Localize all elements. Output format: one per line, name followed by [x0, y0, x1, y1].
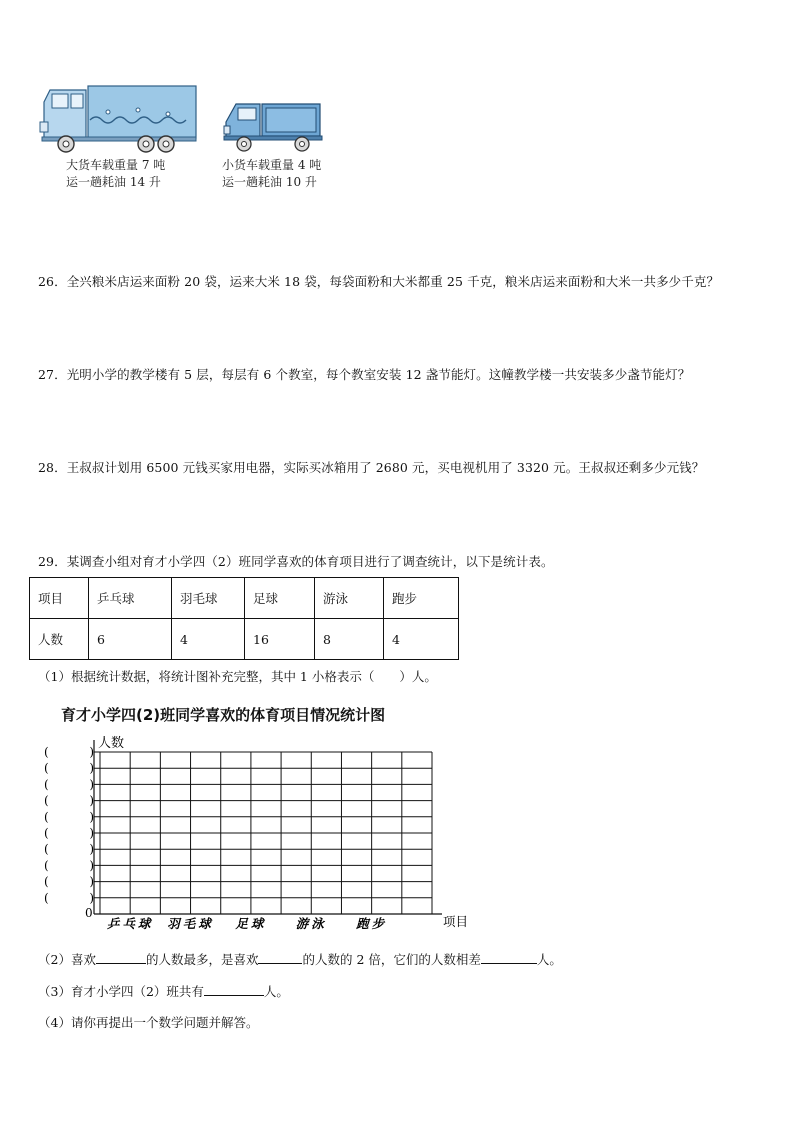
big-truck-fuel: 运一趟耗油 14 升 — [66, 175, 161, 189]
y-tick-blank[interactable]: ( ) — [44, 890, 94, 905]
question-29: 29．某调查小组对育才小学四（2）班同学喜欢的体育项目进行了调查统计，以下是统计表。 — [38, 554, 554, 569]
answer-blank[interactable] — [204, 982, 264, 996]
bar-chart — [30, 730, 480, 932]
statistics-table — [29, 577, 459, 660]
y-tick-blank[interactable]: ( ) — [44, 745, 94, 759]
table-cell: 羽毛球 — [172, 578, 245, 619]
sub3-part-b: 人。 — [263, 984, 289, 999]
question-28: 28．王叔叔计划用 6500 元钱买家用电器，实际买冰箱用了 2680 元，买电视机用了 3320 元。王叔叔还剩多少元钱？ — [38, 460, 705, 475]
small-truck-caption — [222, 157, 321, 191]
sub-question-4: （4）请你再提出一个数学问题并解答。 — [38, 1015, 259, 1030]
table-cell: 项目 — [30, 578, 89, 619]
table-row — [30, 619, 459, 660]
sub-question-3 — [38, 982, 289, 1000]
y-axis-blank-labels — [44, 745, 94, 905]
table-cell: 乒乓球 — [89, 578, 172, 619]
x-tick-label: 跑步 — [356, 916, 388, 931]
table-cell: 4 — [172, 619, 245, 660]
y-tick-blank[interactable]: ( ) — [44, 874, 94, 889]
table-cell: 跑步 — [384, 578, 459, 619]
small-truck-capacity: 小货车载重量 4 吨 — [222, 158, 322, 172]
y-tick-blank[interactable]: ( ) — [44, 777, 94, 792]
question-27: 27．光明小学的教学楼有 5 层，每层有 6 个教室，每个教室安装 12 盏节能灯。这幢教学楼一共安装多少盏节能灯？ — [38, 367, 691, 382]
big-truck-caption — [66, 157, 165, 191]
question-26: 26．全兴粮米店运来面粉 20 袋，运来大米 18 袋，每袋面粉和大米都重 25 千克，粮米店运来面粉和大米一共多少千克？ — [38, 274, 720, 289]
table-cell: 足球 — [245, 578, 315, 619]
x-tick-label: 足球 — [235, 916, 267, 931]
y-tick-blank[interactable]: ( ) — [44, 826, 94, 840]
sub-question-2 — [38, 950, 562, 968]
x-tick-labels — [107, 916, 387, 931]
table-cell: 16 — [245, 619, 315, 660]
y-tick-blank[interactable]: ( ) — [44, 842, 94, 857]
big-truck-capacity: 大货车载重量 7 吨 — [66, 158, 166, 172]
sub3-part-a: （3）育才小学四（2）班共有 — [38, 984, 204, 999]
sub2-part-d: 人。 — [536, 952, 562, 967]
answer-blank[interactable] — [258, 950, 302, 964]
y-tick-blank[interactable]: ( ) — [44, 793, 94, 808]
y-axis-label: 人数 — [98, 736, 125, 751]
sub2-part-b: 的人数最多，是喜欢 — [145, 952, 259, 967]
table-header-row — [30, 578, 459, 619]
answer-blank[interactable] — [481, 950, 537, 964]
sub-question-1: （1）根据统计数据，将统计图补充完整，其中 1 小格表示（ ）人。 — [38, 669, 437, 684]
small-truck-fuel: 运一趟耗油 10 升 — [222, 175, 317, 189]
table-cell: 6 — [89, 619, 172, 660]
chart-grid — [94, 752, 432, 914]
table-cell: 8 — [315, 619, 384, 660]
y-tick-blank[interactable]: ( ) — [44, 858, 94, 873]
origin-label: 0 — [85, 906, 93, 920]
sub2-part-a: （2）喜欢 — [38, 952, 96, 967]
sub2-part-c: 的人数的 2 倍，它们的人数相差 — [302, 952, 481, 967]
x-tick-label: 羽毛球 — [167, 916, 214, 931]
table-cell: 4 — [384, 619, 459, 660]
x-tick-label: 游泳 — [295, 916, 327, 931]
big-truck-image — [38, 82, 200, 154]
y-tick-blank[interactable]: ( ) — [44, 761, 94, 776]
answer-blank[interactable] — [96, 950, 146, 964]
table-cell: 人数 — [30, 619, 89, 660]
small-truck-image — [222, 96, 326, 154]
y-tick-blank[interactable]: ( ) — [44, 809, 94, 824]
chart-title: 育才小学四(2)班同学喜欢的体育项目情况统计图 — [61, 706, 386, 724]
table-cell: 游泳 — [315, 578, 384, 619]
x-tick-label: 乒乓球 — [106, 916, 154, 931]
x-axis-label: 项目 — [443, 914, 469, 929]
